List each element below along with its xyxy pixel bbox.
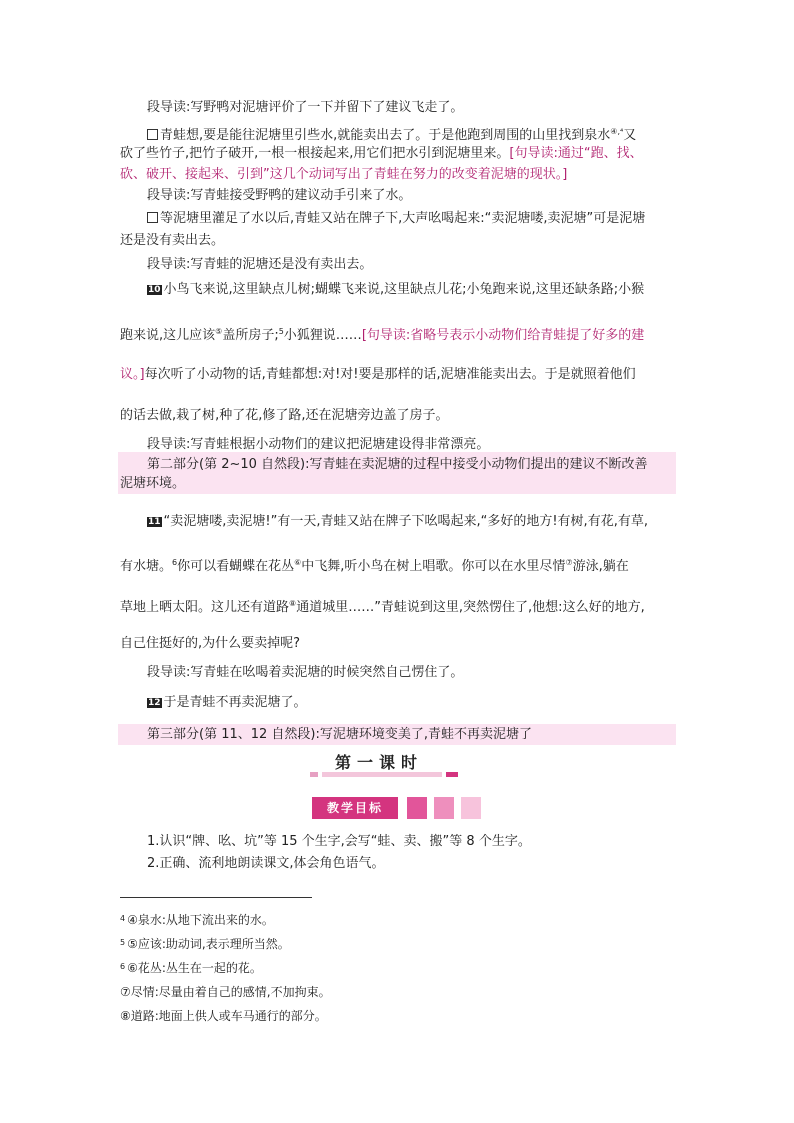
section-summary: 泥塘环境。 xyxy=(120,476,186,491)
paragraph-text: 还是没有卖出去。 xyxy=(120,233,225,248)
paragraph-text: 的话去做,栽了树,种了花,修了路,还在泥塘旁边盖了房子。 xyxy=(120,408,449,423)
footnote-ref[interactable]: ⑤ xyxy=(215,327,223,336)
sentence-guide: 议。] xyxy=(120,367,145,382)
paragraph-text: 跑来说,这儿应该⑤盖所房子;$^5$小狐狸说……[句导读:省略号表示小动物们给青蛙提了好多的建 xyxy=(120,327,645,343)
sentence-guide: 砍、破开、接起来、引到”这几个动词写出了青蛙在努力的改变着泥塘的现状。] xyxy=(120,167,568,182)
paragraph-text: 议。]每次听了小动物的话,青蛙都想:对!对!要是那样的话,泥塘准能卖出去。于是就照着他们 xyxy=(120,367,636,382)
section-summary: 第二部分(第 2~10 自然段):写青蛙在卖泥塘的过程中接受小动物们提出的建议不断改善 xyxy=(147,457,648,472)
footnote: ⑧道路:地面上供人或车马通行的部分。 xyxy=(120,1009,327,1023)
footnote: ⑦尽情:尽量由着自己的感情,不加拘束。 xyxy=(120,985,331,999)
paragraph-guide: 段导读:写青蛙接受野鸭的建议动手引来了水。 xyxy=(147,188,412,203)
paragraph-guide: 段导读:写青蛙的泥塘还是没有卖出去。 xyxy=(147,257,373,272)
paragraph-text: 12 于是青蛙不再卖泥塘了。 xyxy=(148,695,307,710)
lesson-title: 第一课时 xyxy=(335,753,424,772)
paragraph-number: 12 xyxy=(148,698,161,708)
paragraph-text: 11 “卖泥塘喽,卖泥塘!”有一天,青蛙又站在牌子下吆喝起来,“多好的地方!有树,有花,有草, xyxy=(148,514,648,529)
paragraph-text: 自己住挺好的,为什么要卖掉呢? xyxy=(120,636,301,651)
teaching-goals-badge: 教学目标 xyxy=(312,797,398,819)
badge-decoration xyxy=(461,797,481,819)
paragraph-number: 11 xyxy=(148,517,161,527)
footnote: $^6$ ⑥花丛:丛生在一起的花。 xyxy=(120,961,262,975)
footnote-ref[interactable]: ⑦ xyxy=(565,558,573,567)
footnote: $^5$ ⑤应该:助动词,表示理所当然。 xyxy=(120,937,290,951)
paragraph-marker-icon xyxy=(147,129,158,140)
title-decoration xyxy=(446,772,458,777)
paragraph-text: 草地上晒太阳。这儿还有道路⑧通道城里……”青蛙说到这里,突然愣住了,他想:这么好的地方, xyxy=(120,599,645,615)
paragraph-guide: 段导读:写野鸭对泥塘评价了一下并留下了建议飞走了。 xyxy=(147,100,464,115)
title-decoration xyxy=(310,772,318,777)
section-summary: 第三部分(第 11、12 自然段):写泥塘环境变美了,青蛙不再卖泥塘了 xyxy=(147,727,533,742)
paragraph-text: 等泥塘里灌足了水以后,青蛙又站在牌子下,大声吆喝起来:“卖泥塘喽,卖泥塘”可是泥塘 xyxy=(147,210,645,228)
paragraph-text: 砍了些竹子,把竹子破开,一根一根接起来,用它们把水引到泥塘里来。[句导读:通过“跑、找、 xyxy=(120,146,643,161)
paragraph-guide: 段导读:写青蛙在吆喝着卖泥塘的时候突然自己愣住了。 xyxy=(147,665,464,680)
footnote-ref[interactable]: ④,⁴ xyxy=(610,127,624,136)
sentence-guide: [句导读:通过“跑、找、 xyxy=(509,146,643,161)
footnote: $^4$ ④泉水:从地下流出来的水。 xyxy=(120,913,274,927)
paragraph-marker-icon xyxy=(147,212,158,223)
title-decoration xyxy=(322,772,442,777)
footnote-ref[interactable]: 5 xyxy=(278,327,284,336)
badge-decoration xyxy=(407,797,427,819)
paragraph-text: 10 小鸟飞来说,这里缺点儿树;蝴蝶飞来说,这里缺点儿花;小兔跑来说,这里还缺条路;小猴 xyxy=(148,282,645,297)
paragraph-guide: 段导读:写青蛙根据小动物们的建议把泥塘建设得非常漂亮。 xyxy=(147,437,490,452)
teaching-goal: 2.正确、流利地朗读课文,体会角色语气。 xyxy=(147,856,385,871)
footnote-ref[interactable]: ⑥ xyxy=(294,558,302,567)
sentence-guide: [句导读:省略号表示小动物们给青蛙提了好多的建 xyxy=(361,328,645,343)
paragraph-text: 有水塘。$^6$你可以看蝴蝶在花丛⑥中飞舞,听小鸟在树上唱歌。你可以在水里尽情⑦游泳,躺在 xyxy=(120,558,629,574)
badge-decoration xyxy=(434,797,454,819)
footnote-ref[interactable]: 6 xyxy=(172,558,178,567)
paragraph-text: 青蛙想,要是能往泥塘里引些水,就能卖出去了。于是他跑到周围的山里找到泉水$^{④,^4}$又 xyxy=(147,123,636,145)
footnote-divider xyxy=(120,897,312,898)
footnote-ref[interactable]: ⑧ xyxy=(289,599,297,608)
teaching-goal: 1.认识“牌、吆、坑”等 15 个生字,会写“蛙、卖、搬”等 8 个生字。 xyxy=(147,834,531,849)
paragraph-number: 10 xyxy=(148,285,161,295)
